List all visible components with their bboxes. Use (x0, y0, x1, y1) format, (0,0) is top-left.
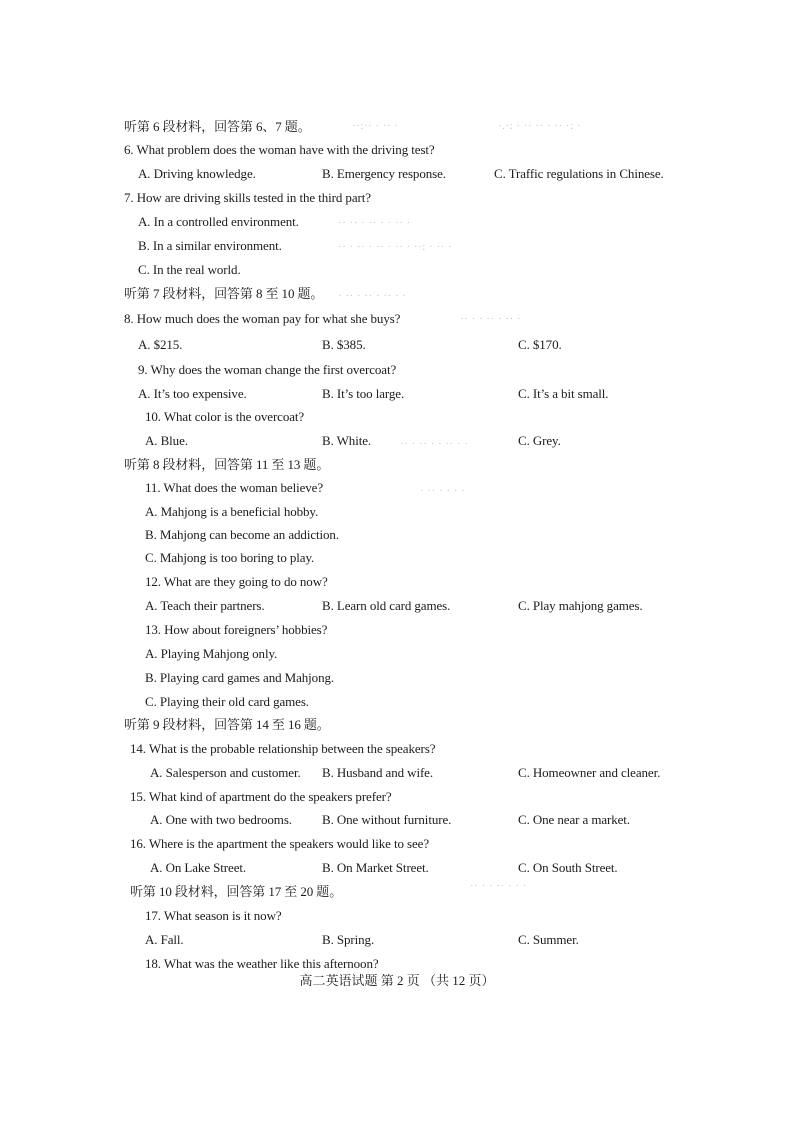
bleed-through-noise: · ·· · ·· · ·· · · (338, 290, 407, 302)
question-17-stem: 17. What season is it now? (145, 908, 282, 923)
question-9-option-b: B. It’s too large. (322, 386, 405, 401)
question-12-option-b: B. Learn old card games. (322, 598, 451, 613)
section-heading-9: 听第 9 段材料，回答第 14 至 16 题。 (124, 717, 330, 732)
question-16-option-b: B. On Market Street. (322, 860, 429, 875)
question-13-option-a: A. Playing Mahjong only. (145, 646, 278, 661)
question-13-option-c: C. Playing their old card games. (145, 694, 309, 709)
question-15-stem: 15. What kind of apartment do the speakers prefer? (130, 789, 392, 804)
section-heading-7: 听第 7 段材料，回答第 8 至 10 题。 (124, 286, 324, 301)
question-8-option-a: A. $215. (138, 337, 183, 352)
question-12-stem: 12. What are they going to do now? (145, 574, 328, 589)
section-heading-8: 听第 8 段材料，回答第 11 至 13 题。 (124, 457, 330, 472)
question-8-option-b: B. $385. (322, 337, 366, 352)
question-7-option-a: A. In a controlled environment. (138, 214, 299, 229)
question-11-option-a: A. Mahjong is a beneficial hobby. (145, 504, 319, 519)
question-11-option-b: B. Mahjong can become an addiction. (145, 527, 339, 542)
question-14-option-c: C. Homeowner and cleaner. (518, 765, 661, 780)
question-8-stem: 8. How much does the woman pay for what she buys? (124, 311, 401, 326)
question-10-stem: 10. What color is the overcoat? (145, 409, 305, 424)
question-6-option-c: C. Traffic regulations in Chinese. (494, 166, 664, 181)
bleed-through-noise: ·· · ·· · ·· · ·· · ··: · ·· · (338, 241, 453, 253)
question-9-option-c: C. It’s a bit small. (518, 386, 609, 401)
section-heading-10: 听第 10 段材料，回答第 17 至 20 题。 (130, 884, 343, 899)
question-18-stem: 18. What was the weather like this afternoon? (145, 956, 379, 971)
bleed-through-noise: ·· · · ·· · · · (470, 880, 527, 892)
question-15-option-c: C. One near a market. (518, 812, 630, 827)
question-17-option-b: B. Spring. (322, 932, 375, 947)
bleed-through-noise: ·· · · ·· · ·· · (460, 313, 522, 325)
question-9-option-a: A. It’s too expensive. (138, 386, 247, 401)
bleed-through-noise: ·· · ·· · · ·· · · (400, 438, 469, 450)
question-7-option-b: B. In a similar environment. (138, 238, 282, 253)
bleed-through-noise: ··:·· · ·· · (352, 120, 399, 132)
question-16-option-c: C. On South Street. (518, 860, 618, 875)
question-12-option-c: C. Play mahjong games. (518, 598, 643, 613)
bleed-through-noise: ·· ·· · ·· · · ·· · (338, 217, 411, 229)
bleed-through-noise: · ·· · · · · (420, 485, 466, 497)
question-10-option-c: C. Grey. (518, 433, 561, 448)
question-13-stem: 13. How about foreigners’ hobbies? (145, 622, 328, 637)
question-6-option-a: A. Driving knowledge. (138, 166, 256, 181)
question-8-option-c: C. $170. (518, 337, 562, 352)
question-6-option-b: B. Emergency response. (322, 166, 446, 181)
question-7-stem: 7. How are driving skills tested in the third part? (124, 190, 371, 205)
question-11-option-c: C. Mahjong is too boring to play. (145, 550, 315, 565)
question-15-option-a: A. One with two bedrooms. (150, 812, 292, 827)
question-7-option-c: C. In the real world. (138, 262, 241, 277)
question-14-option-b: B. Husband and wife. (322, 765, 434, 780)
question-12-option-a: A. Teach their partners. (145, 598, 265, 613)
question-10-option-a: A. Blue. (145, 433, 188, 448)
page-footer: 高二英语试题 第 2 页 （共 12 页） (299, 973, 495, 988)
question-17-option-c: C. Summer. (518, 932, 579, 947)
question-14-option-a: A. Salesperson and customer. (150, 765, 301, 780)
question-13-option-b: B. Playing card games and Mahjong. (145, 670, 335, 685)
question-11-stem: 11. What does the woman believe? (145, 480, 324, 495)
question-16-stem: 16. Where is the apartment the speakers would like to see? (130, 836, 429, 851)
question-14-stem: 14. What is the probable relationship between the speakers? (130, 741, 436, 756)
question-17-option-a: A. Fall. (145, 932, 184, 947)
question-10-option-b: B. White. (322, 433, 372, 448)
question-16-option-a: A. On Lake Street. (150, 860, 247, 875)
question-9-stem: 9. Why does the woman change the first overcoat? (138, 362, 397, 377)
question-6-stem: 6. What problem does the woman have with the driving test? (124, 142, 435, 157)
bleed-through-noise: ·.·: · ·· ·· · ·· ·: · (498, 120, 582, 132)
section-heading-6: 听第 6 段材料，回答第 6、7 题。 (124, 119, 311, 134)
question-15-option-b: B. One without furniture. (322, 812, 452, 827)
